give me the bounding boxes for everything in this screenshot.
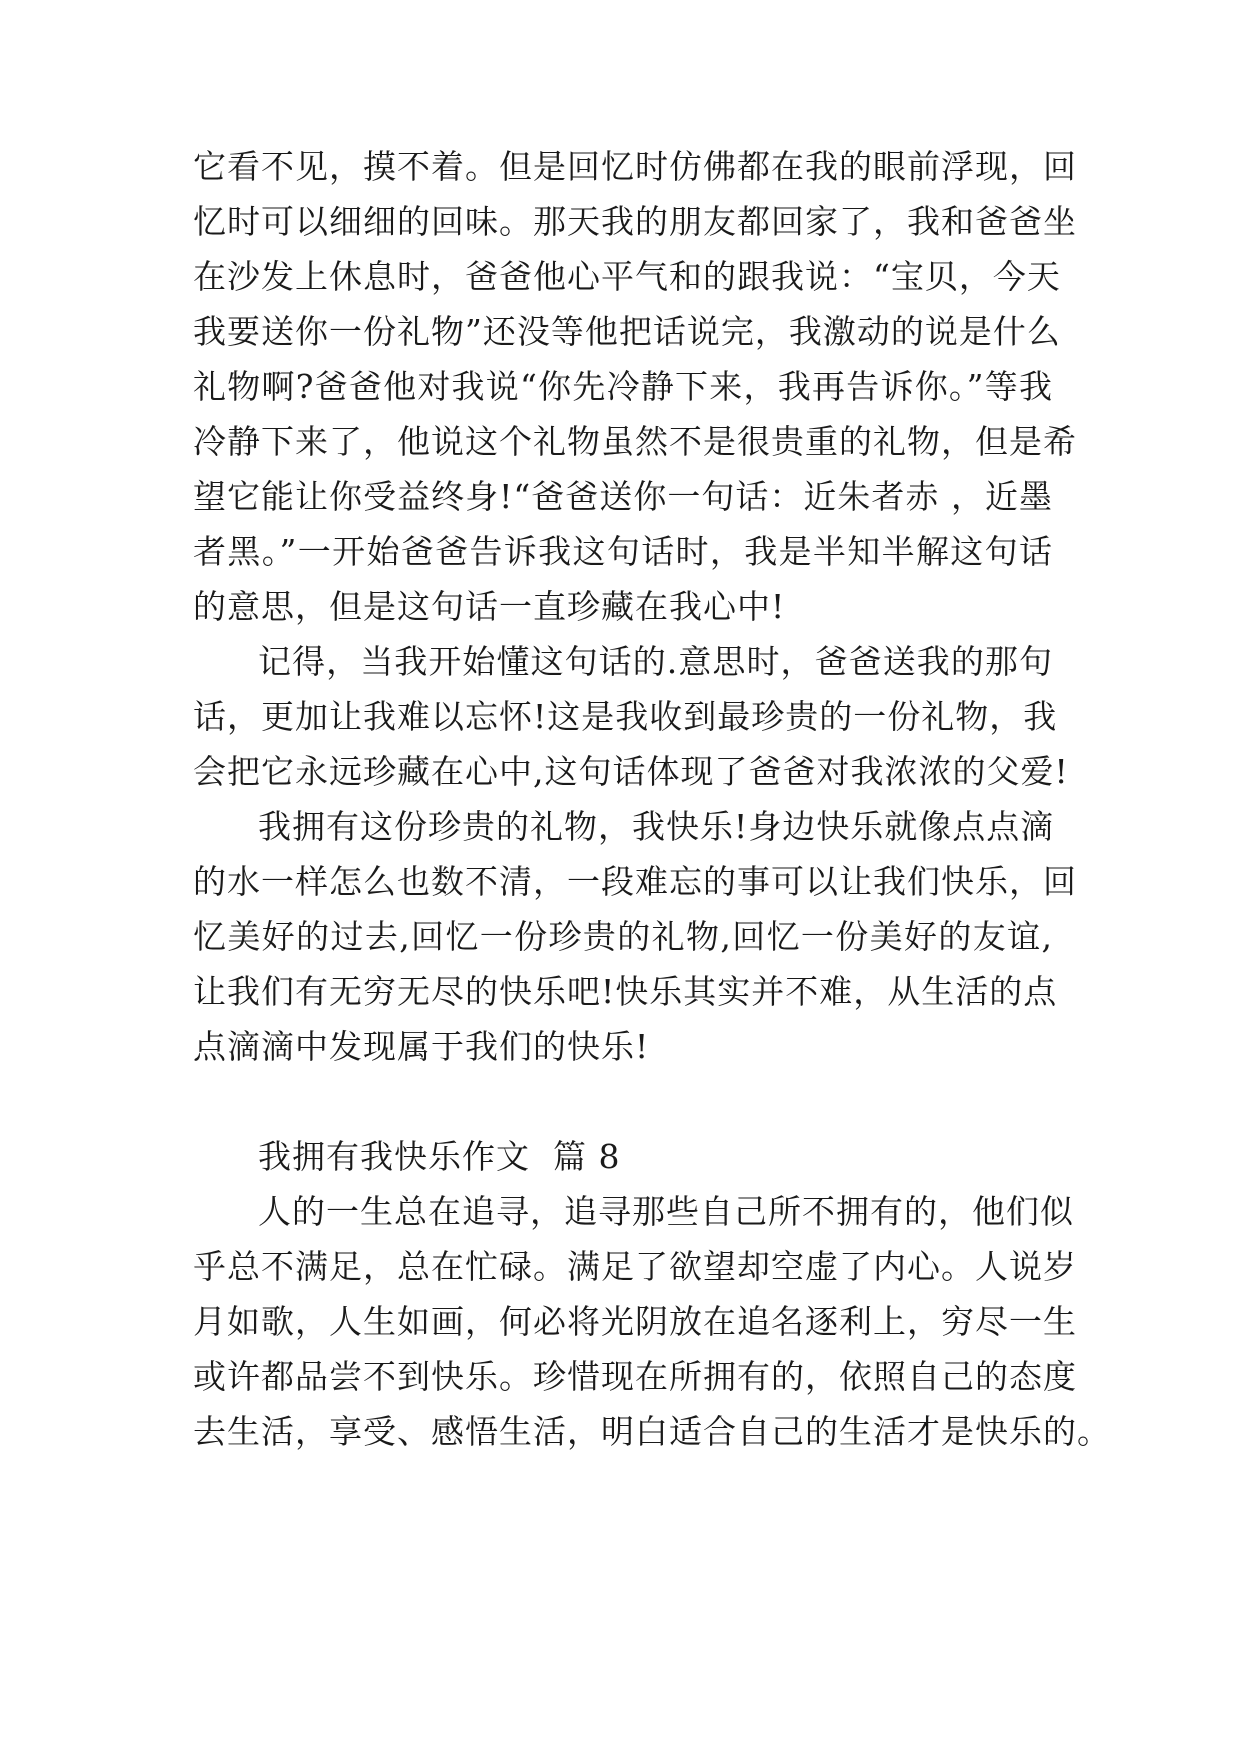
paragraph-1-line-3: 在沙发上休息时，爸爸他心平气和的跟我说：“宝贝，今天	[193, 257, 1061, 296]
paragraph-1-line-2: 忆时可以细细的回味。那天我的朋友都回家了，我和爸爸坐	[193, 202, 1077, 241]
section-heading: 我拥有我快乐作文 篇 8	[258, 1137, 621, 1176]
paragraph-3-line-5: 点滴滴中发现属于我们的快乐!	[193, 1027, 650, 1066]
paragraph-1-line-6: 冷静下来了，他说这个礼物虽然不是很贵重的礼物，但是希	[193, 422, 1077, 461]
paragraph-3-line-3: 忆美好的过去,回忆一份珍贵的礼物,回忆一份美好的友谊,	[193, 917, 1053, 956]
paragraph-1-line-5: 礼物啊?爸爸他对我说“你先冷静下来，我再告诉你。”等我	[193, 367, 1053, 406]
paragraph-1-line-4: 我要送你一份礼物”还没等他把话说完，我激动的说是什么	[193, 312, 1061, 351]
paragraph-4-line-5: 去生活，享受、感悟生活，明白适合自己的生活才是快乐的。	[193, 1412, 1111, 1451]
paragraph-1-line-9: 的意思，但是这句话一直珍藏在我心中!	[193, 587, 786, 626]
paragraph-4-line-4: 或许都品尝不到快乐。珍惜现在所拥有的，依照自己的态度	[193, 1357, 1077, 1396]
paragraph-4-line-3: 月如歌，人生如画，何必将光阴放在追名逐利上，穷尽一生	[193, 1302, 1077, 1341]
paragraph-4-line-2: 乎总不满足，总在忙碌。满足了欲望却空虚了内心。人说岁	[193, 1247, 1077, 1286]
paragraph-4-line-1: 人的一生总在追寻，追寻那些自己所不拥有的，他们似	[258, 1192, 1074, 1231]
paragraph-1-line-8: 者黑。”一开始爸爸告诉我这句话时，我是半知半解这句话	[193, 532, 1053, 571]
paragraph-1-line-7: 望它能让你受益终身!“爸爸送你一句话：近朱者赤 ，近墨	[193, 477, 1053, 516]
paragraph-3-line-2: 的水一样怎么也数不清，一段难忘的事可以让我们快乐，回	[193, 862, 1077, 901]
paragraph-2-line-1: 记得，当我开始懂这句话的.意思时，爸爸送我的那句	[258, 642, 1053, 681]
paragraph-2-line-3: 会把它永远珍藏在心中,这句话体现了爸爸对我浓浓的父爱!	[193, 752, 1069, 791]
paragraph-2-line-2: 话，更加让我难以忘怀!这是我收到最珍贵的一份礼物，我	[193, 697, 1058, 736]
paragraph-3-line-1: 我拥有这份珍贵的礼物，我快乐!身边快乐就像点点滴	[258, 807, 1055, 846]
paragraph-3-line-4: 让我们有无穷无尽的快乐吧!快乐其实并不难，从生活的点	[193, 972, 1058, 1011]
paragraph-1-line-1: 它看不见，摸不着。但是回忆时仿佛都在我的眼前浮现，回	[193, 147, 1077, 186]
